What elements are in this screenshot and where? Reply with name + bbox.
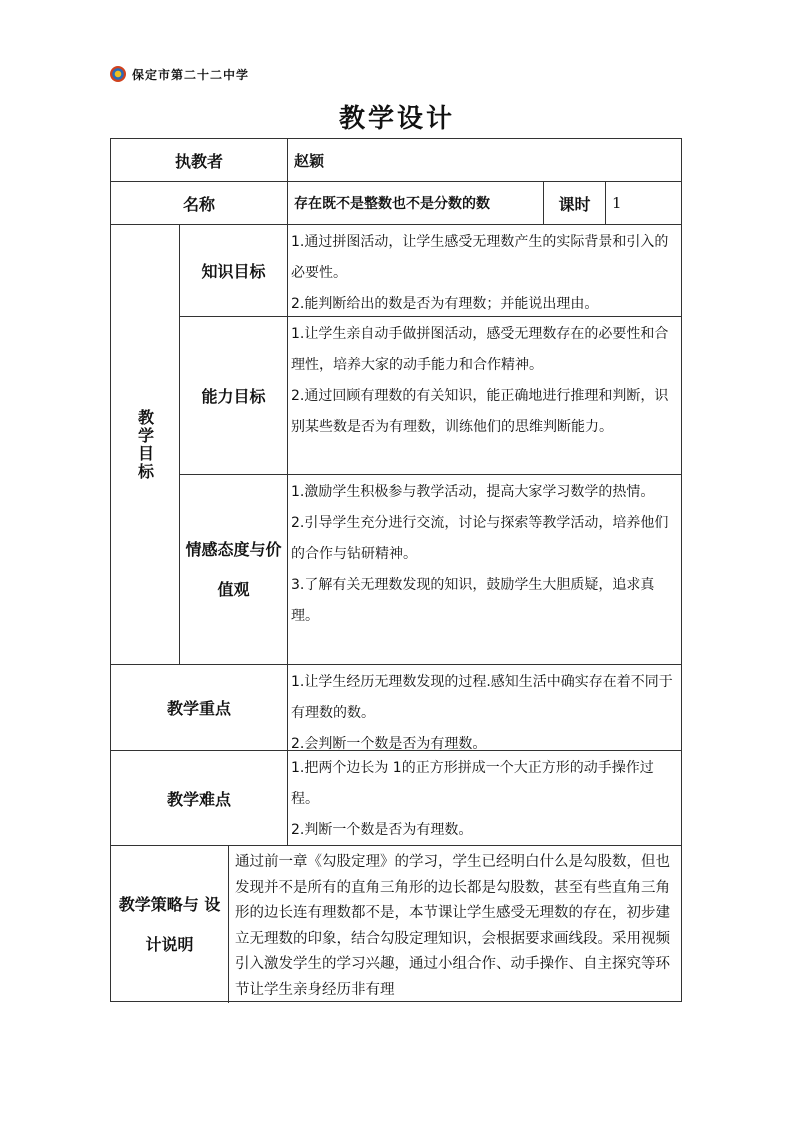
teacher-label: 执教者 xyxy=(111,139,288,182)
ability-goal-text xyxy=(288,317,682,475)
page-title: 教学设计 xyxy=(338,104,455,134)
strategy-label: 教学策略与 设计说明 xyxy=(111,846,229,1003)
knowledge-goal-text xyxy=(288,225,682,317)
difficulty-line: 1.把两个边长为 1的正方形拼成一个大正方形的动手操作过程。 xyxy=(291,760,654,807)
knowledge-line: 2.能判断给出的数是否为有理数；并能说出理由。 xyxy=(291,296,599,312)
hours-label: 课时 xyxy=(544,182,606,225)
ability-goal-label: 能力目标 xyxy=(180,317,288,475)
difficulty-line: 2.判断一个数是否为有理数。 xyxy=(291,822,473,838)
emotion-goal-label: 情感态度与价值观 xyxy=(180,475,288,665)
lesson-name-label: 名称 xyxy=(111,182,288,225)
lesson-plan-table xyxy=(110,138,682,1002)
knowledge-goal-label: 知识目标 xyxy=(180,225,288,317)
ability-line: 1.让学生亲自动手做拼图活动，感受无理数存在的必要性和合理性，培养大家的动手能力和合作精神。 xyxy=(291,326,669,373)
emotion-line: 3.了解有关无理数发现的知识，鼓励学生大胆质疑，追求真理。 xyxy=(291,577,655,624)
emotion-goal-text xyxy=(288,475,682,665)
difficulties-text xyxy=(288,751,682,846)
page-header xyxy=(110,64,249,84)
ability-line: 2.通过回顾有理数的有关知识，能正确地进行推理和判断，识别某些数是否为有理数，训练他们的思维判断能力。 xyxy=(291,388,669,435)
objectives-label: 教学目标 xyxy=(111,225,180,665)
knowledge-line: 1.通过拼图活动，让学生感受无理数产生的实际背景和引入的必要性。 xyxy=(291,234,669,281)
hours-value: 1 xyxy=(606,182,682,225)
key-point-line: 2.会判断一个数是否为有理数。 xyxy=(291,736,487,752)
key-points-label: 教学重点 xyxy=(111,665,288,751)
school-name: 保定市第二十二中学 xyxy=(132,67,250,82)
key-points-text xyxy=(288,665,682,751)
teacher-value: 赵颖 xyxy=(288,139,682,182)
emotion-line: 2.引导学生充分进行交流，讨论与探索等教学活动，培养他们的合作与钻研精神。 xyxy=(291,515,669,562)
emotion-line: 1.激励学生积极参与教学活动，提高大家学习数学的热情。 xyxy=(291,484,655,500)
lesson-name-value: 存在既不是整数也不是分数的数 xyxy=(288,182,544,225)
strategy-text: 通过前一章《勾股定理》的学习，学生已经明白什么是勾股数，但也发现并不是所有的直角三角形的边长都是勾股数，甚至有些直角三角形的边长连有理数都不是，本节课让学生感受无理数的存在，初步建立无理数的印象，结合勾股定理知识，会根据要求画线段。采用视频引入激发学生的学习兴趣，通过小组合作、动手操作、自主探究等环节让学生亲身经历非有理 xyxy=(235,854,670,998)
difficulties-label: 教学难点 xyxy=(111,751,288,846)
school-logo-icon xyxy=(110,66,126,82)
key-point-line: 1.让学生经历无理数发现的过程.感知生活中确实存在着不同于有理数的数。 xyxy=(291,674,673,721)
